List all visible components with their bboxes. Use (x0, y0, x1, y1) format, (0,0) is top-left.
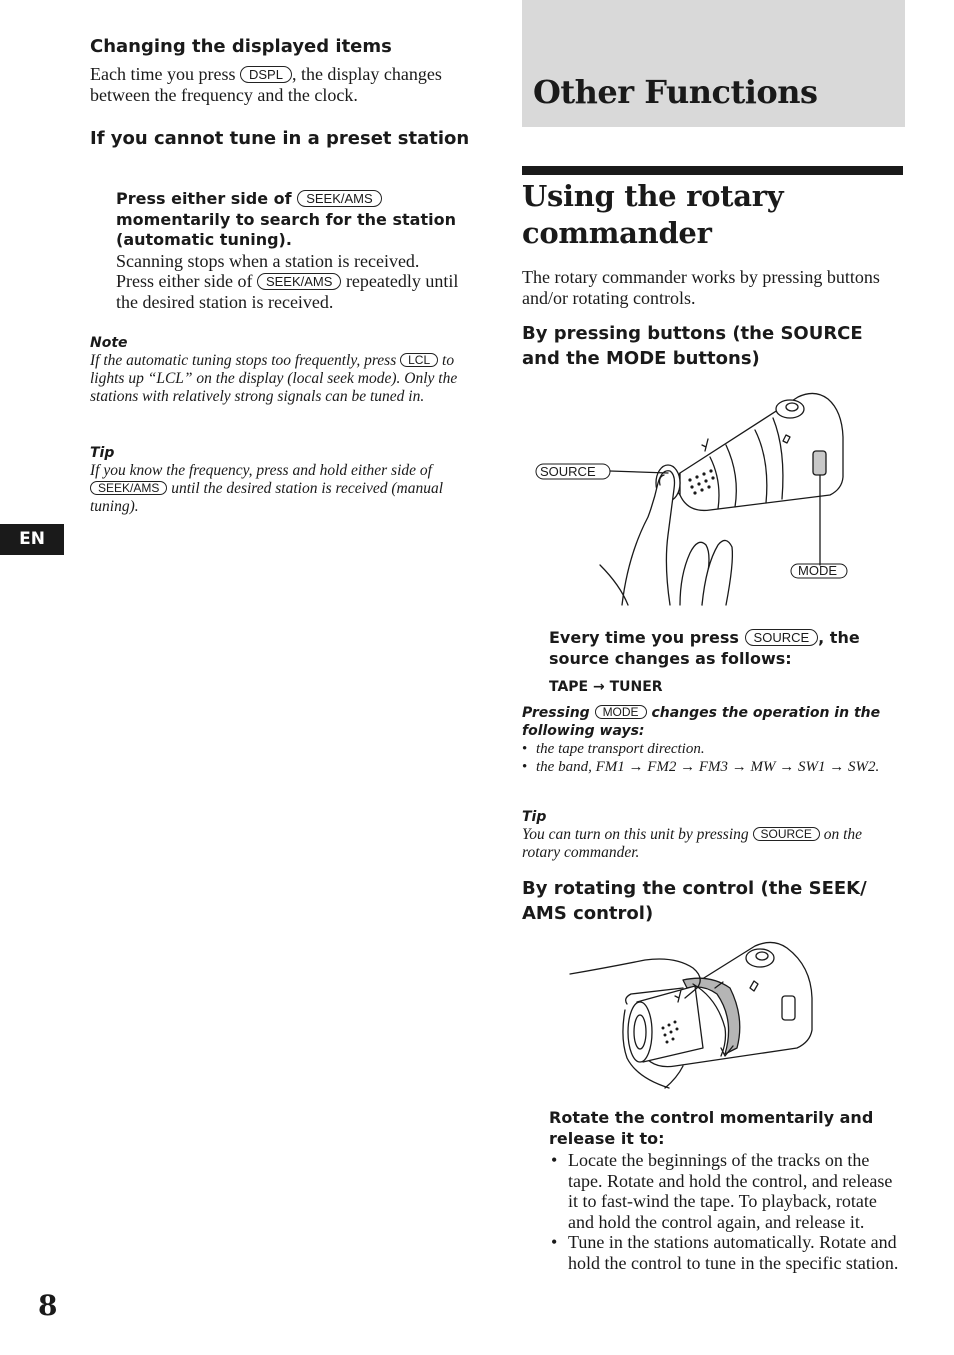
rotate-step-instruction: Rotate the control momentarily and release it to: (549, 1108, 874, 1148)
tip-block (90, 444, 472, 516)
preset-step-body: Scanning stops when a station is received. Press either side of SEEK/AMS repeatedly until the desired station is received. (116, 250, 459, 312)
arrow-icon: → (593, 679, 605, 695)
page-number: 8 (38, 1289, 58, 1322)
figure-label-source: SOURCE (540, 464, 596, 479)
changing-body: Each time you press DSPL , the display changes between the frequency and the clock. (90, 64, 442, 105)
tip-label: Tip (522, 809, 547, 825)
preset-step-instruction: Press either side of SEEK/AMS momentarily to search for the station (automatic tuning). (116, 189, 456, 249)
tip-text: If you know the frequency, press and hold either side of SEEK/AMS until the desired station is received (manual tuning). (90, 462, 444, 515)
list-item: • Locate the beginnings of the tracks on the tape. Rotate and hold the control, and release it to fast-wind the tape. To playback, rotate and hold the control again, and release it. (549, 1150, 905, 1232)
note-text: If the automatic tuning stops too frequently, press LCL to lights up “LCL” on the display (local seek mode). Only the stations with relatively strong signals can be tuned in. (90, 352, 458, 405)
chapter-banner (522, 0, 905, 127)
figure-rotary-commander-pressing (530, 385, 860, 610)
lcl-key: LCL (400, 353, 438, 367)
list-item: • the tape transport direction. (522, 740, 902, 758)
figure-label-mode: MODE (798, 563, 837, 578)
seek-ams-key: SEEK/AMS (90, 481, 167, 495)
intro-text: The rotary commander works by pressing buttons and/or rotating controls. (522, 267, 880, 308)
seek-ams-key: SEEK/AMS (257, 273, 341, 290)
list-item: • Tune in the stations automatically. Rotate and hold the control to tune in the specific station. (549, 1232, 905, 1273)
source-sequence: TAPE → TUNER (549, 679, 663, 695)
mode-ways-list (522, 740, 902, 776)
seek-ams-key: SEEK/AMS (297, 190, 381, 207)
list-item: • the band, FM1 → FM2 → FM3 → MW → SW1 → SW2. (522, 758, 902, 776)
mode-pressing-block (522, 704, 902, 776)
note-block (90, 334, 472, 406)
dspl-key: DSPL (240, 66, 292, 83)
source-key: SOURCE (745, 629, 819, 646)
chapter-title: Other Functions (533, 73, 818, 111)
section-title: Using the rotary commander (522, 179, 784, 250)
tip-label: Tip (90, 445, 115, 461)
rotate-bullet-list (549, 1150, 905, 1273)
section-rule (522, 166, 903, 175)
mode-key: MODE (595, 705, 647, 719)
source-step-instruction: Every time you press SOURCE , the source changes as follows: (549, 628, 860, 668)
heading-pressing-buttons: By pressing buttons (the SOURCE and the MODE buttons) (522, 323, 863, 369)
source-key: SOURCE (753, 827, 820, 841)
source-tip-text: You can turn on this unit by pressing SOURCE on the rotary commander. (522, 826, 863, 861)
language-tab: EN (0, 524, 64, 555)
heading-preset-station: If you cannot tune in a preset station (90, 128, 470, 149)
heading-rotating-control: By rotating the control (the SEEK/ AMS control) (522, 878, 867, 924)
note-label: Note (90, 335, 128, 351)
section-preset (90, 126, 480, 151)
mode-pressing-heading: Pressing MODE changes the operation in the following ways: (522, 705, 881, 739)
section-changing-displayed-items (90, 34, 480, 105)
figure-rotary-commander-rotating (565, 938, 825, 1093)
source-tip-block (522, 808, 902, 862)
preset-step (116, 189, 471, 312)
heading-changing-displayed-items: Changing the displayed items (90, 36, 392, 57)
